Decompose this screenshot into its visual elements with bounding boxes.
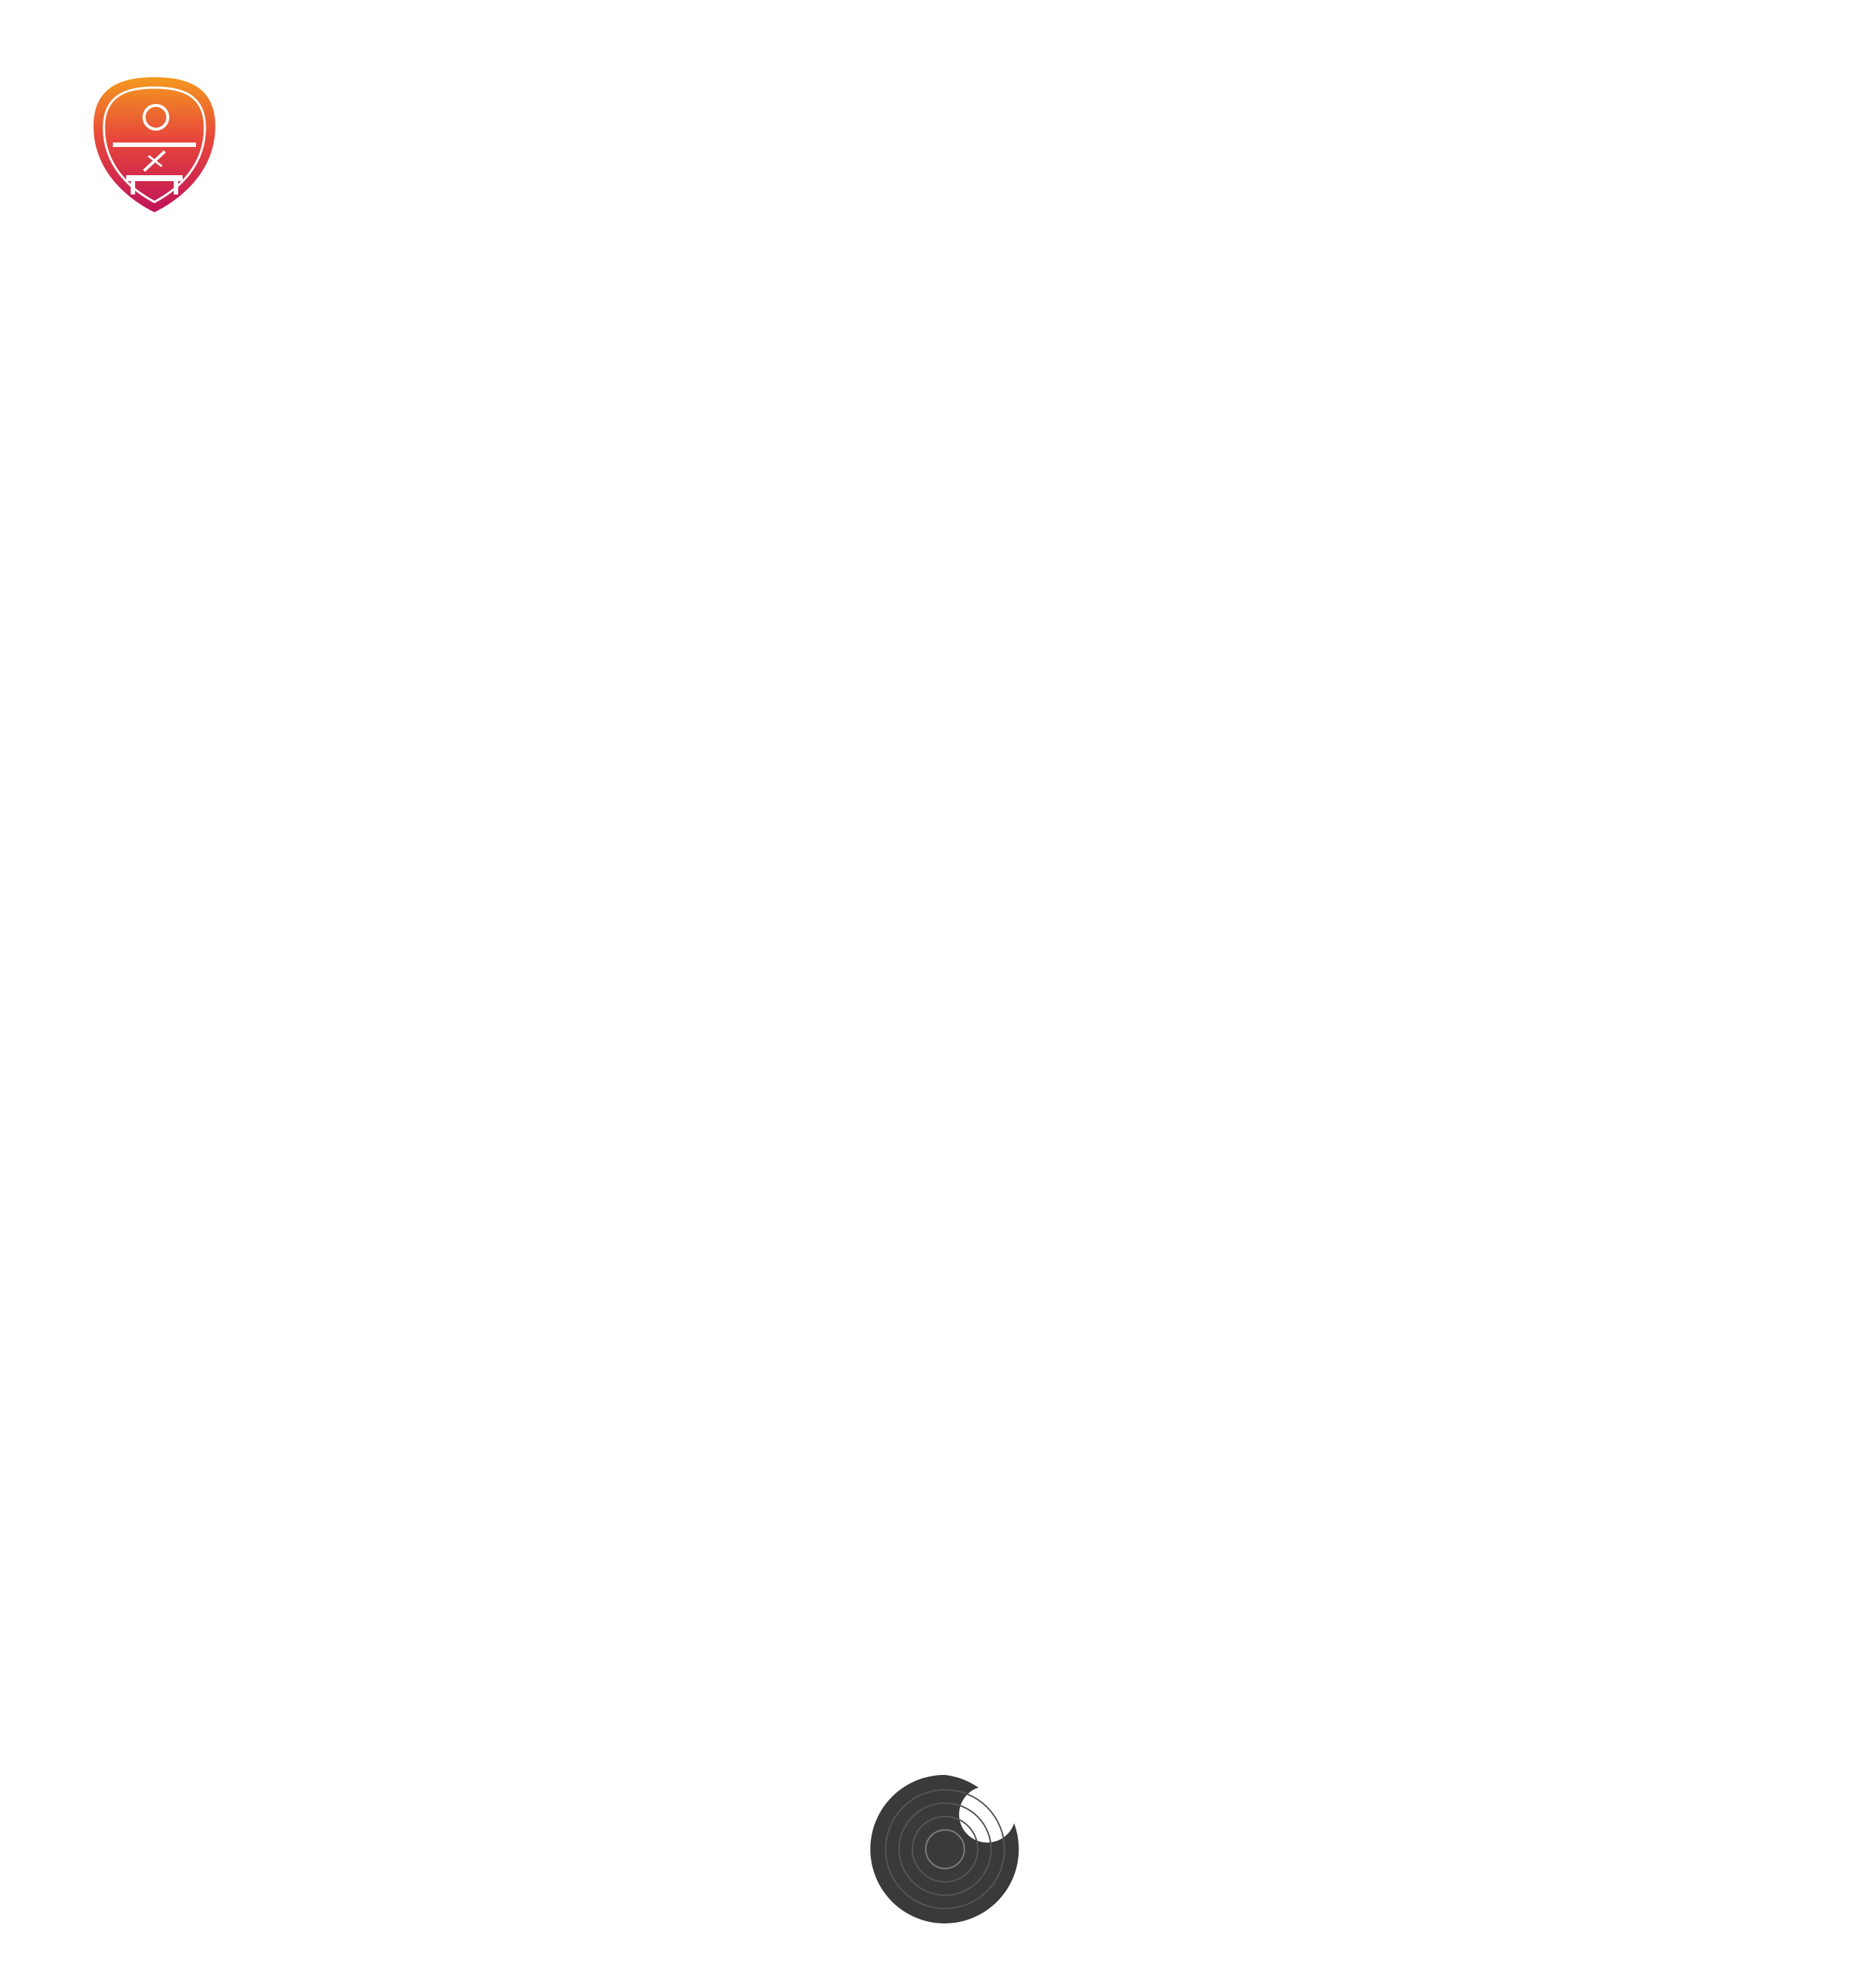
footer <box>0 1730 1876 1988</box>
event-description <box>301 684 1771 727</box>
town-shield-logo <box>88 74 221 215</box>
event-description <box>301 1387 1771 1473</box>
fireworks-decoration-top <box>0 0 1876 267</box>
header <box>0 0 1876 267</box>
day-heading <box>148 281 202 370</box>
vinyl-record-logo <box>867 1771 1023 1927</box>
feria-title <box>980 71 1428 264</box>
